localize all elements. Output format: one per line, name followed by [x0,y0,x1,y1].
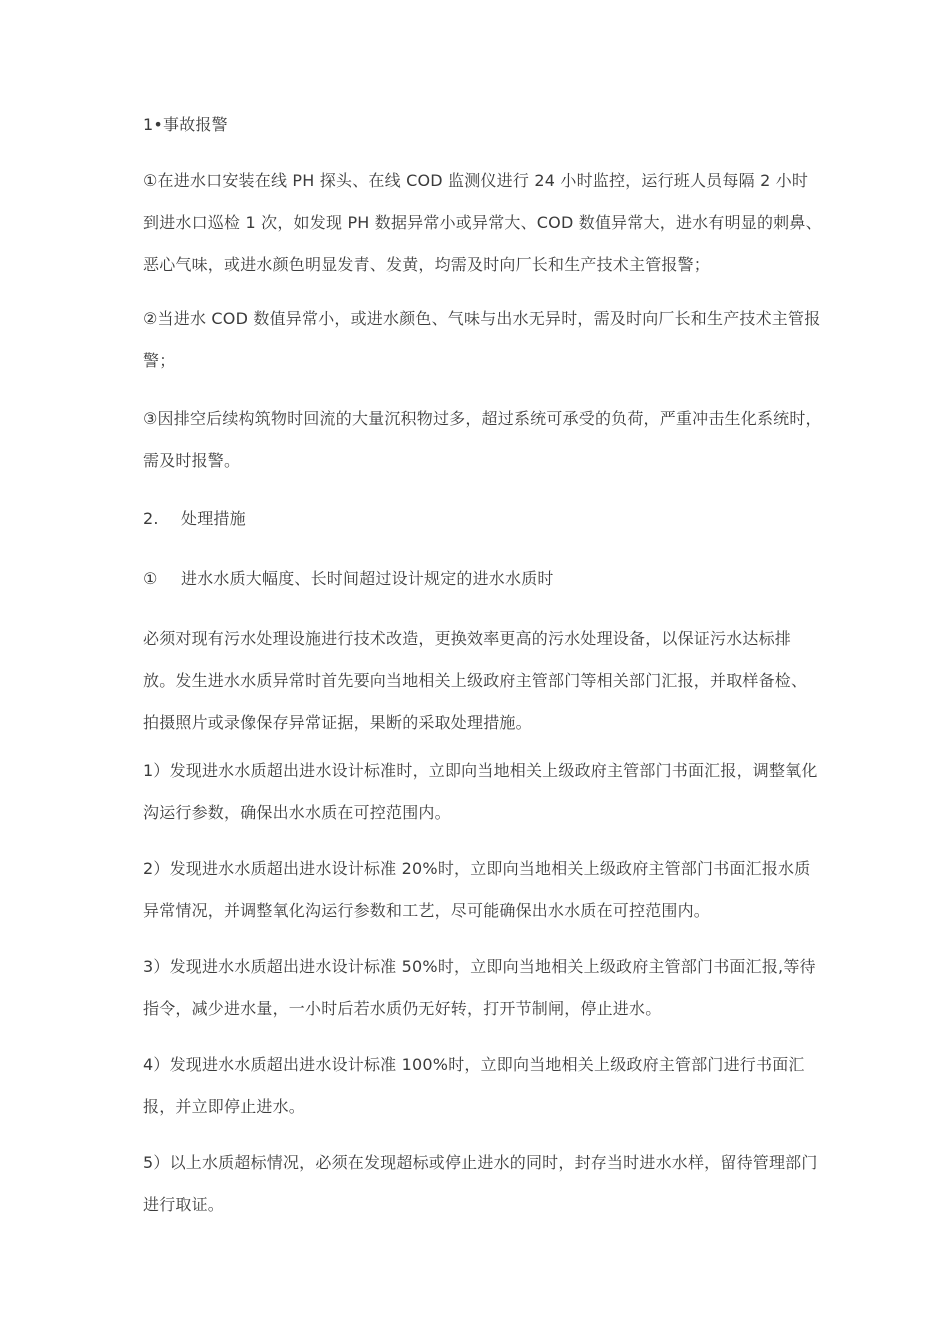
step-3: 3）发现进水水质超出进水设计标准 50%时，立即向当地相关上级政府主管部门书面汇报,等待指令，减少进水量，一小时后若水质仍无好转，打开节制闸，停止进水。 [143,957,816,1018]
section2-number: 2. [143,509,159,528]
section2-intro: 必须对现有污水处理设施进行技术改造，更换效率更高的污水处理设备，以保证污水达标排放。发生进水水质异常时首先要向当地相关上级政府主管部门等相关部门汇报，并取样备检、拍摄照片或录像保存异常证据，果断的采取处理措施。 [143,629,808,732]
step-5: 5）以上水质超标情况，必须在发现超标或停止进水的同时，封存当时进水水样，留待管理部门进行取证。 [143,1153,818,1214]
section2-title: 处理措施 [181,509,246,528]
step-4: 4）发现进水水质超出进水设计标准 100%时，立即向当地相关上级政府主管部门进行书面汇报，并立即停止进水。 [143,1055,805,1116]
section1-heading: 1•事故报警 [143,115,228,134]
step-2: 2）发现进水水质超出进水设计标准 20%时，立即向当地相关上级政府主管部门书面汇报水质异常情况，并调整氧化沟运行参数和工艺，尽可能确保出水水质在可控范围内。 [143,859,811,920]
section2-heading [143,498,823,540]
step-1: 1）发现进水水质超出进水设计标准时，立即向当地相关上级政府主管部门书面汇报，调整氧化沟运行参数，确保出水水质在可控范围内。 [143,761,818,822]
alarm-item-3: ③因排空后续构筑物时回流的大量沉积物过多，超过系统可承受的负荷，严重冲击生化系统时，需及时报警。 [143,409,822,470]
section2-subheading [143,558,823,600]
alarm-item-2: ②当进水 COD 数值异常小，或进水颜色、气味与出水无异时，需及时向厂长和生产技术主管报警； [143,309,821,370]
alarm-item-1: ①在进水口安装在线 PH 探头、在线 COD 监测仪进行 24 小时监控，运行班人员每隔 2 小时到进水口巡检 1 次，如发现 PH 数据异常小或异常大、COD 数值异常大，进水有明显的刺鼻、恶心气味，或进水颜色明显发青、发黄，均需及时向厂长和生产技术主管报警； [143,171,822,274]
section2-sub-title: 进水水质大幅度、长时间超过设计规定的进水水质时 [181,569,554,588]
section2-sub-number: ① [143,569,158,588]
